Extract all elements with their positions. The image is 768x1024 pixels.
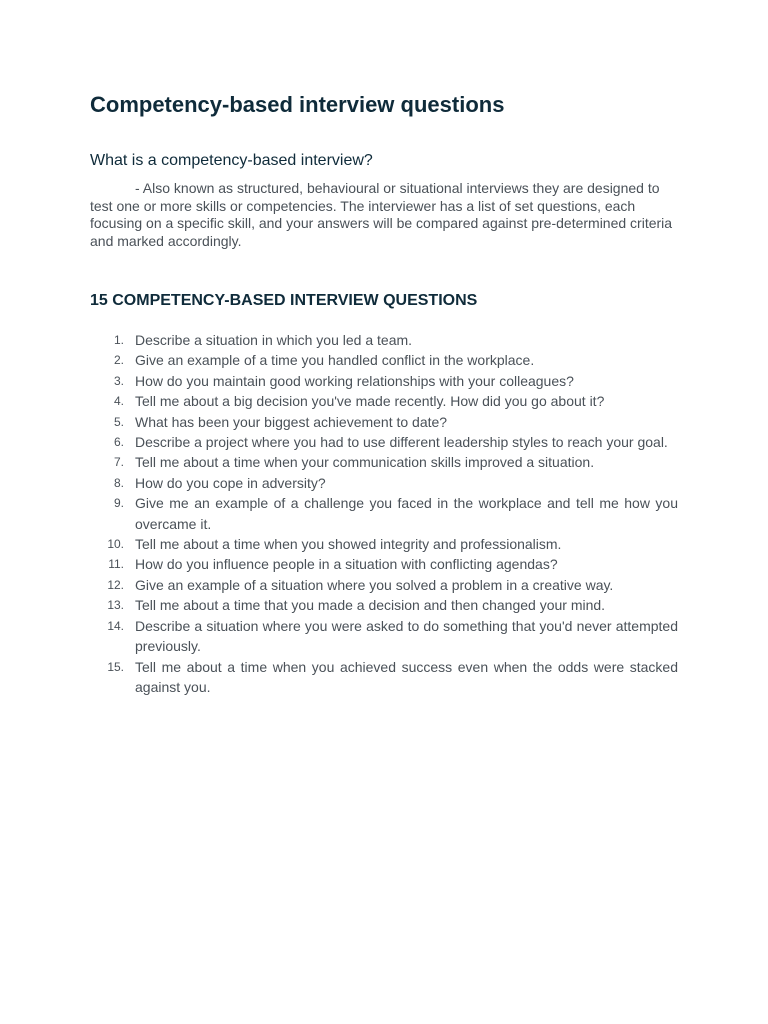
question-number: 12. [107,577,124,592]
question-text: How do you cope in adversity? [135,474,326,491]
questions-heading: 15 COMPETENCY-BASED INTERVIEW QUESTIONS [90,292,478,309]
question-item-4 [90,391,678,411]
intro-heading: What is a competency-based interview? [90,152,373,169]
question-number: 3. [113,373,124,388]
question-item-7 [90,452,678,472]
question-list [90,330,678,697]
question-text: Tell me about a time when your communication skills improved a situation. [135,454,595,471]
question-number: 2. [113,353,124,368]
question-number: 8. [113,475,124,490]
question-text: Give an example of a situation where you solved a problem in a creative way. [135,576,614,593]
question-text: Tell me about a big decision you've made recently. How did you go about it? [135,393,605,410]
question-text: Tell me about a time when you achieved success even when the odds were stacked against you. [135,658,678,695]
question-text: Describe a situation in which you led a team. [135,332,413,348]
intro-paragraph: - Also known as structured, behavioural or situational interviews they are designed to test one or more skills or competencies. The interviewer has a list of set questions, each focusing on a specific skill, and your answers will be compared against pre-determined criteria and marked accordingly. [90,180,673,249]
question-number: 13. [107,598,124,613]
question-number: 9. [113,496,124,511]
question-item-5 [90,412,678,432]
question-text: Give an example of a time you handled conflict in the workplace. [135,352,535,369]
question-text: How do you influence people in a situation with conflicting agendas? [135,556,558,573]
question-item-6 [90,432,678,452]
question-text: How do you maintain good working relationships with your colleagues? [135,372,574,389]
page-title: Competency-based interview questions [90,92,505,117]
question-number: 5. [113,414,124,429]
question-text: Tell me about a time that you made a decision and then changed your mind. [135,597,606,614]
question-number: 10. [107,537,124,552]
question-number: 11. [108,557,124,572]
question-item-11 [90,554,678,574]
question-text: Tell me about a time when you showed integrity and professionalism. [135,536,562,553]
question-number: 1. [113,333,124,347]
question-item-1 [90,330,678,350]
question-text: Describe a project where you had to use different leadership styles to reach your goal. [135,434,668,451]
question-item-2 [90,350,678,370]
question-number: 6. [113,435,124,450]
question-item-14 [90,616,678,657]
question-item-3 [90,371,678,391]
question-item-12 [90,575,678,595]
question-number: 4. [113,394,124,409]
question-number: 14. [107,618,124,633]
question-text: Give me an example of a challenge you faced in the workplace and tell me how you overcame it. [135,495,678,532]
question-item-13 [90,595,678,615]
question-item-9 [90,493,678,534]
question-number: 7. [113,455,124,470]
question-number: 15. [107,659,124,674]
question-item-10 [90,534,678,554]
question-item-8 [90,473,678,493]
question-text: What has been your biggest achievement to date? [135,413,448,430]
question-item-15 [90,657,678,698]
question-text: Describe a situation where you were asked to do something that you'd never attempted previously. [135,617,678,655]
